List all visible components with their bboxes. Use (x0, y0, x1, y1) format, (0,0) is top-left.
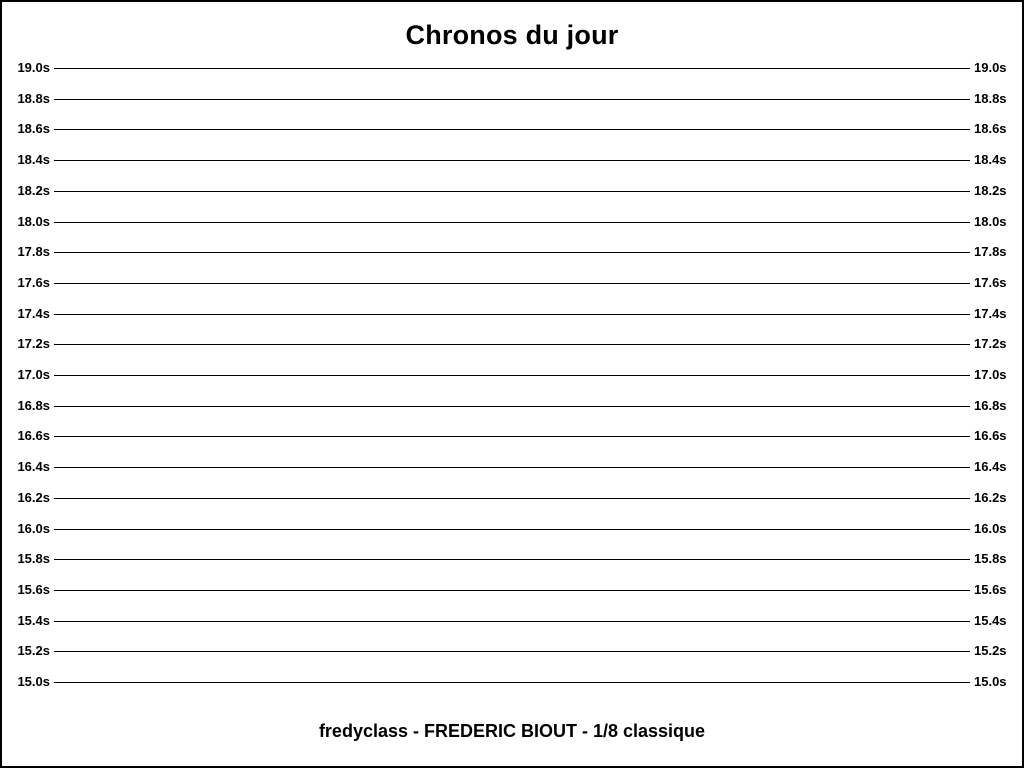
y-axis-tick-label-left: 18.2s (17, 182, 50, 198)
plot-area (2, 54, 1022, 689)
y-axis-tick-label-right: 16.0s (974, 520, 1007, 536)
y-axis-tick-label-right: 15.8s (974, 551, 1007, 567)
y-axis-tick-label-right: 15.2s (974, 643, 1007, 659)
y-axis-tick-label-left: 15.4s (17, 612, 50, 628)
gridline (54, 467, 970, 468)
y-axis-tick-label-left: 15.8s (17, 551, 50, 567)
y-axis-tick-label-left: 16.4s (17, 459, 50, 475)
y-axis-tick-label-right: 17.2s (974, 336, 1007, 352)
gridline (54, 498, 970, 499)
y-axis-tick-label-right: 18.4s (974, 152, 1007, 168)
gridline (54, 252, 970, 253)
y-axis-tick-label-right: 17.6s (974, 274, 1007, 290)
y-axis-tick-label-right: 15.0s (974, 674, 1007, 689)
y-axis-tick-label-left: 18.0s (17, 213, 50, 229)
y-axis-tick-label-left: 18.6s (17, 121, 50, 137)
y-axis-tick-label-left: 19.0s (17, 60, 50, 75)
y-axis-tick-label-right: 16.8s (974, 397, 1007, 413)
y-axis-tick-label-right: 15.6s (974, 581, 1007, 597)
gridline (54, 99, 970, 100)
y-axis-tick-label-left: 15.2s (17, 643, 50, 659)
y-axis-tick-label-left: 15.0s (17, 674, 50, 689)
chart-footer-caption: fredyclass - FREDERIC BIOUT - 1/8 classique (318, 721, 706, 741)
y-axis-tick-label-left: 17.4s (17, 305, 50, 321)
gridline (54, 590, 970, 591)
y-axis-tick-label-right: 15.4s (974, 612, 1007, 628)
y-axis-tick-label-right: 18.6s (974, 121, 1007, 137)
gridline (54, 651, 970, 652)
gridline (54, 344, 970, 345)
gridline (54, 375, 970, 376)
y-axis-tick-label-right: 17.0s (974, 367, 1007, 382)
y-axis-tick-label-left: 16.6s (17, 428, 50, 444)
gridline (54, 283, 970, 284)
y-axis-tick-label-left: 16.8s (17, 397, 50, 413)
y-axis-tick-label-right: 16.6s (974, 428, 1007, 444)
gridline (54, 436, 970, 437)
gridline (54, 191, 970, 192)
y-axis-tick-label-left: 17.2s (17, 336, 50, 352)
y-axis-tick-label-right: 17.4s (974, 305, 1007, 321)
gridline (54, 529, 970, 530)
y-axis-tick-label-right: 18.2s (974, 182, 1007, 198)
gridline (54, 222, 970, 223)
y-axis-tick-label-left: 16.2s (17, 489, 50, 505)
y-axis-tick-label-left: 16.0s (17, 520, 50, 536)
gridline (54, 559, 970, 560)
y-axis-tick-label-left: 18.4s (17, 152, 50, 168)
y-axis-tick-label-right: 19.0s (974, 60, 1007, 75)
y-axis-tick-label-right: 16.2s (974, 489, 1007, 505)
y-axis-tick-label-left: 17.0s (17, 367, 50, 382)
gridline (54, 314, 970, 315)
y-axis-tick-label-right: 16.4s (974, 459, 1007, 475)
chart-title: Chronos du jour (405, 20, 619, 50)
y-axis-tick-label-left: 17.8s (17, 244, 50, 260)
y-axis-tick-label-left: 18.8s (17, 90, 50, 106)
y-axis-tick-label-right: 18.8s (974, 90, 1007, 106)
gridline (54, 160, 970, 161)
y-axis-tick-label-right: 18.0s (974, 213, 1007, 229)
gridline (54, 621, 970, 622)
gridline (54, 406, 970, 407)
y-axis-tick-label-left: 15.6s (17, 581, 50, 597)
y-axis-tick-label-right: 17.8s (974, 244, 1007, 260)
y-axis-tick-label-left: 17.6s (17, 274, 50, 290)
gridline (54, 68, 970, 69)
gridline (54, 129, 970, 130)
gridline (54, 682, 970, 683)
